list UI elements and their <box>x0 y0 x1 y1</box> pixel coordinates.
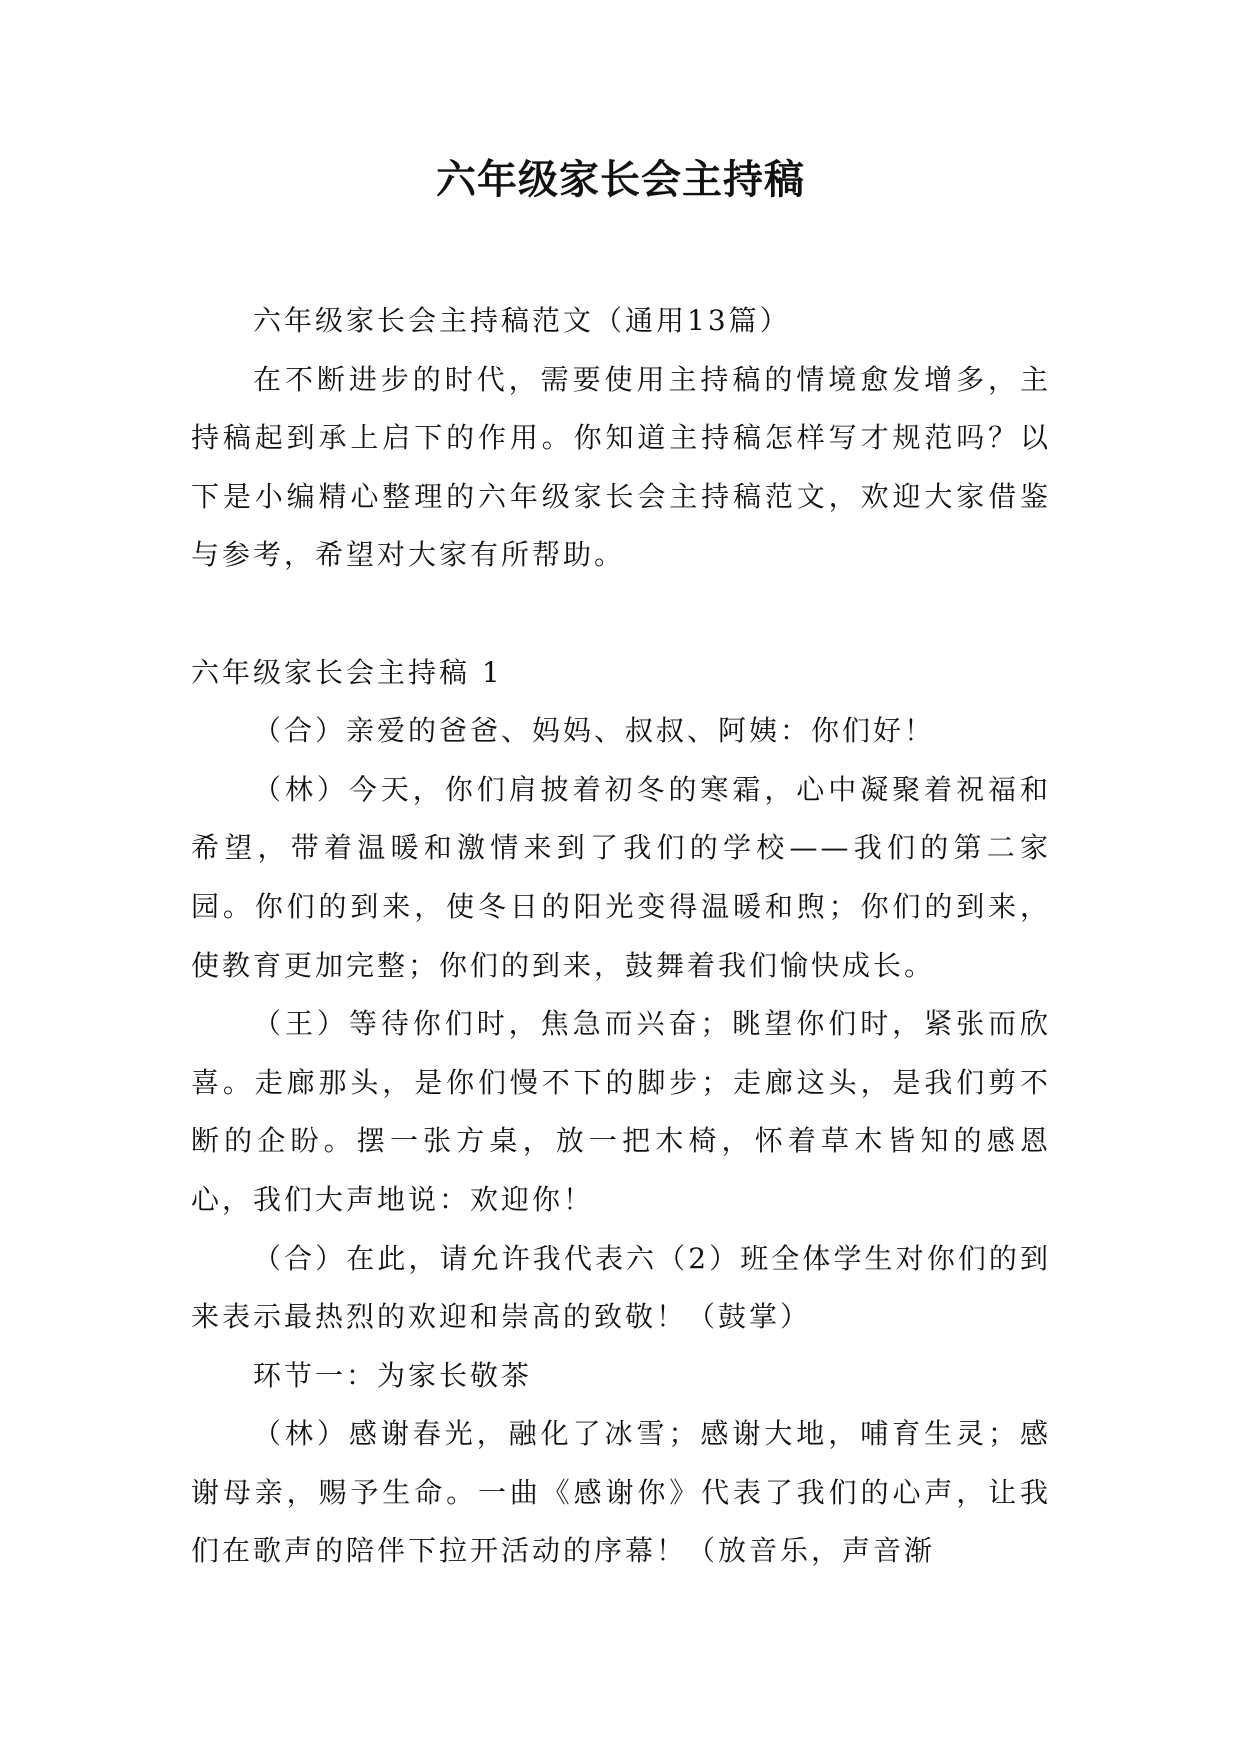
segment-heading: 环节一：为家长敬茶 <box>253 1358 533 1392</box>
body-paragraph: （合）亲爱的爸爸、妈妈、叔叔、阿姨：你们好！ <box>253 714 936 748</box>
body-paragraph: （林）感谢春光，融化了冰雪；感谢大地，哺育生灵；感谢母亲，赐予生命。一曲《感谢你》代表了我们的心声，让我们在歌声的陪伴下拉开活动的序幕！（放音乐，声音渐 <box>191 1417 1051 1568</box>
intro-paragraph: 在不断进步的时代，需要使用主持稿的情境愈发增多，主持稿起到承上启下的作用。你知道主持稿怎样写才规范吗？以下是小编精心整理的六年级家长会主持稿范文，欢迎大家借鉴与参考，希望对大家有所帮助。 <box>191 362 1051 572</box>
body-paragraph: （合）在此，请允许我代表六（2）班全体学生对你们的到来表示最热烈的欢迎和崇高的致敬！（鼓掌） <box>191 1241 1051 1334</box>
document-title: 六年级家长会主持稿 <box>436 157 805 203</box>
subtitle-paragraph: 六年级家长会主持稿范文（通用13篇） <box>253 304 791 337</box>
body-paragraph: （林）今天，你们肩披着初冬的寒霜，心中凝聚着祝福和希望，带着温暖和激情来到了我们的学校——我们的第二家园。你们的到来，使冬日的阳光变得温暖和煦；你们的到来，使教育更加完整；你们的到来，鼓舞着我们愉快成长。 <box>191 772 1051 982</box>
section-heading: 六年级家长会主持稿 1 <box>191 655 503 689</box>
document-body <box>191 292 1051 1581</box>
body-paragraph: （王）等待你们时，焦急而兴奋；眺望你们时，紧张而欣喜。走廊那头，是你们慢不下的脚步；走廊这头，是我们剪不断的企盼。摆一张方桌，放一把木椅，怀着草木皆知的感恩心，我们大声地说：欢迎你！ <box>191 1007 1051 1216</box>
